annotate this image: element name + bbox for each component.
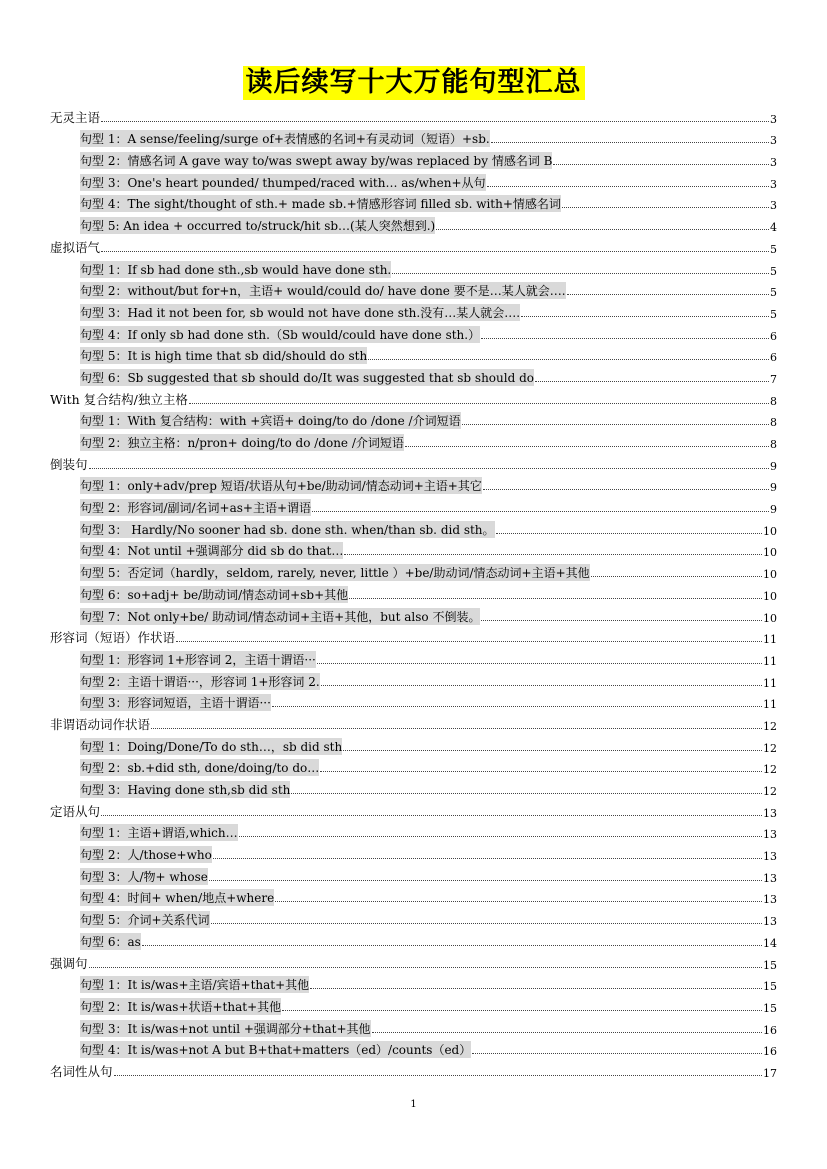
- toc-section-entry[interactable]: [50, 950, 777, 972]
- toc-leader-dots: [101, 121, 769, 122]
- toc-leader-dots: [535, 381, 769, 382]
- toc-section-entry[interactable]: [50, 386, 777, 408]
- toc-leader-dots: [209, 880, 762, 881]
- toc-leader-dots: [321, 685, 762, 686]
- toc-entry-text: 句型 5：It is high time that sb did/should do sth: [80, 349, 368, 364]
- toc-subentry[interactable]: [50, 169, 777, 191]
- toc-entry-text: 句型 1：With 复合结构：with +宾语+ doing/to do /done /介词短语: [80, 414, 461, 429]
- toc-leader-dots: [349, 598, 762, 599]
- toc-page-number: 13: [763, 828, 777, 842]
- toc-subentry[interactable]: [50, 343, 777, 365]
- toc-entry-text: 句型 4：The sight/thought of sth.+ made sb.+情感形容词 filled sb. with+情感名词: [80, 197, 561, 212]
- toc-leader-dots: [213, 858, 762, 859]
- toc-subentry[interactable]: [50, 993, 777, 1015]
- toc-subentry[interactable]: [50, 299, 777, 321]
- toc-page-number: 9: [770, 503, 777, 517]
- toc-subentry[interactable]: [50, 1037, 777, 1059]
- toc-subentry[interactable]: [50, 212, 777, 234]
- toc-entry-text: 定语从句: [50, 803, 101, 819]
- toc-page-number: 10: [763, 589, 777, 603]
- toc-page-number: 17: [763, 1066, 777, 1080]
- toc-subentry[interactable]: [50, 972, 777, 994]
- toc-entry-text: 句型 4：时间+ when/地点+where: [80, 891, 275, 906]
- toc-entry-text: 句型 1：形容词 1+形容词 2，主语十谓语···: [80, 652, 316, 667]
- toc-page-number: 3: [770, 134, 777, 148]
- toc-page-number: 5: [770, 264, 777, 278]
- toc-subentry[interactable]: [50, 408, 777, 430]
- toc-page-number: 3: [770, 199, 777, 213]
- toc-entry-text: 句型 6：Sb suggested that sb should do/It was suggested that sb should do: [80, 370, 534, 385]
- toc-leader-dots: [481, 338, 769, 339]
- toc-page-number: 11: [763, 633, 777, 647]
- toc-subentry[interactable]: [50, 321, 777, 343]
- toc-page-number: 8: [770, 438, 777, 451]
- toc-section-entry[interactable]: [50, 451, 777, 473]
- toc-subentry[interactable]: [50, 516, 777, 538]
- toc-leader-dots: [405, 446, 769, 447]
- toc-entry-text: 强调句: [50, 955, 88, 971]
- toc-leader-dots: [567, 294, 769, 295]
- toc-entry-text: 句型 3：人/物+ whose: [80, 869, 208, 884]
- toc-leader-dots: [89, 967, 762, 968]
- toc-leader-dots: [472, 1053, 762, 1054]
- page-number: 1: [410, 1099, 417, 1110]
- toc-subentry[interactable]: [50, 256, 777, 278]
- toc-page-number: 4: [770, 221, 777, 235]
- toc-entry-text: 句型 5：介词+关系代词: [80, 913, 210, 928]
- toc-leader-dots: [496, 533, 762, 534]
- toc-leader-dots: [89, 468, 769, 469]
- toc-page-number: 12: [763, 763, 777, 777]
- toc-leader-dots: [211, 923, 762, 924]
- toc-subentry[interactable]: [50, 776, 777, 798]
- toc-subentry[interactable]: [50, 928, 777, 950]
- toc-entry-text: 句型 5：否定词（hardly，seldom, rarely, never, little ）+be/助动词/情态动词+主语+其他: [80, 566, 590, 581]
- toc-subentry[interactable]: [50, 863, 777, 885]
- toc-entry-text: 句型 2：人/those+who: [80, 848, 212, 863]
- toc-entry-text: 句型 3：It is/was+not until +强调部分+that+其他: [80, 1021, 371, 1036]
- toc-subentry[interactable]: [50, 364, 777, 386]
- toc-leader-dots: [553, 164, 769, 165]
- toc-leader-dots: [317, 663, 762, 664]
- toc-page-number: 13: [763, 893, 777, 907]
- toc-page-number: 13: [763, 915, 777, 929]
- toc-subentry[interactable]: [50, 581, 777, 603]
- toc-page-number: 13: [763, 871, 777, 885]
- toc-page-number: 8: [770, 394, 777, 408]
- toc-page-number: 8: [770, 416, 777, 430]
- toc-entry-text: With 复合结构/独立主格: [50, 391, 188, 407]
- toc-subentry[interactable]: [50, 841, 777, 863]
- toc-subentry[interactable]: [50, 733, 777, 755]
- toc-section-entry[interactable]: [50, 234, 777, 256]
- toc-subentry[interactable]: [50, 126, 777, 148]
- toc-page-number: 12: [763, 719, 777, 733]
- toc-leader-dots: [372, 1032, 762, 1033]
- toc-subentry[interactable]: [50, 559, 777, 581]
- toc-page-number: 6: [770, 351, 777, 365]
- toc-leader-dots: [436, 229, 769, 230]
- toc-subentry[interactable]: [50, 646, 777, 668]
- toc-page-number: 3: [770, 112, 777, 126]
- toc-subentry[interactable]: [50, 429, 777, 451]
- toc-subentry[interactable]: [50, 690, 777, 712]
- toc-section-entry[interactable]: [50, 1058, 777, 1080]
- toc-subentry[interactable]: [50, 1015, 777, 1037]
- toc-section-entry[interactable]: [50, 798, 777, 820]
- toc-entry-text: 句型 2：without/but for+n，主语+ would/could do/ have done 要不是…某人就会….: [80, 284, 566, 299]
- toc-entry-text: 句型 1：only+adv/prep 短语/状语从句+be/助动词/情态动词+主语+其它: [80, 479, 482, 494]
- toc-entry-text: 虚拟语气: [50, 239, 101, 255]
- toc-page-number: 9: [770, 481, 777, 495]
- toc-entry-text: 句型 2：形容词/副词/名词+as+主语+谓语: [80, 501, 312, 516]
- toc-entry-text: 倒装句: [50, 456, 88, 472]
- toc-leader-dots: [142, 945, 762, 946]
- toc-leader-dots: [481, 620, 762, 621]
- toc-subentry[interactable]: [50, 494, 777, 516]
- toc-subentry[interactable]: [50, 820, 777, 842]
- toc-entry-text: 形容词（短语）作状语: [50, 630, 176, 646]
- toc-leader-dots: [343, 750, 762, 751]
- toc-page-number: 12: [763, 741, 777, 755]
- toc-entry-text: 句型 1：A sense/feeling/surge of+表情感的名词+有灵动词（短语）+sb.: [80, 132, 490, 147]
- toc-entry-text: 句型 1：Doing/Done/To do sth…，sb did sth: [80, 739, 343, 754]
- toc-leader-dots: [239, 836, 762, 837]
- toc-leader-dots: [483, 489, 769, 490]
- toc-page-number: 5: [770, 242, 777, 256]
- toc-entry-text: 名词性从句: [50, 1063, 113, 1079]
- toc-leader-dots: [189, 403, 769, 404]
- toc-entry-text: 句型 4：It is/was+not A but B+that+matters（ed）/counts（ed）: [80, 1043, 472, 1058]
- toc-leader-dots: [487, 186, 769, 187]
- toc-entry-text: 句型 3：Had it not been for, sb would not have done sth.没有…某人就会….: [80, 305, 521, 320]
- title-wrapper: [0, 66, 827, 100]
- toc-leader-dots: [275, 901, 762, 902]
- toc-subentry[interactable]: [50, 147, 777, 169]
- toc-section-entry[interactable]: [50, 711, 777, 733]
- toc-entry-text: 句型 1：If sb had done sth.,sb would have done sth.: [80, 262, 392, 277]
- toc-leader-dots: [521, 316, 769, 317]
- toc-subentry[interactable]: [50, 473, 777, 495]
- toc-entry-text: 句型 3：Having done sth,sb did sth: [80, 783, 291, 797]
- toc-entry-text: 句型 3： Hardly/No sooner had sb. done sth. when/than sb. did sth。: [80, 522, 495, 537]
- toc-page-number: 3: [770, 177, 777, 191]
- page-title: 读后续写十大万能句型汇总: [243, 66, 585, 100]
- toc-page-number: 10: [763, 611, 777, 625]
- toc-leader-dots: [562, 207, 769, 208]
- toc-leader-dots: [462, 424, 769, 425]
- toc-page-number: 12: [763, 785, 777, 798]
- toc-subentry[interactable]: [50, 191, 777, 213]
- toc-subentry[interactable]: [50, 755, 777, 777]
- toc-leader-dots: [392, 273, 769, 274]
- toc-entry-text: 句型 3：One's heart pounded/ thumped/raced with… as/when+从句: [80, 175, 486, 190]
- toc-leader-dots: [320, 771, 762, 772]
- toc-page-number: 16: [763, 1045, 777, 1059]
- toc-page-number: 13: [763, 806, 777, 820]
- table-of-contents: [50, 104, 777, 1080]
- toc-entry-text: 句型 1：It is/was+主语/宾语+that+其他: [80, 978, 310, 993]
- toc-page-number: 5: [770, 307, 777, 321]
- toc-leader-dots: [344, 554, 762, 555]
- toc-page-number: 3: [770, 156, 777, 170]
- toc-entry-text: 句型 4：Not until +强调部分 did sb do that…: [80, 544, 344, 559]
- toc-page-number: 9: [770, 459, 777, 473]
- toc-page-number: 11: [763, 698, 777, 712]
- toc-page-number: 15: [763, 958, 777, 972]
- toc-subentry[interactable]: [50, 668, 777, 690]
- toc-subentry[interactable]: [50, 906, 777, 928]
- toc-entry-text: 句型 6：as: [80, 934, 141, 949]
- toc-leader-dots: [310, 988, 762, 989]
- toc-leader-dots: [312, 511, 769, 512]
- toc-entry-text: 句型 3：形容词短语，主语十谓语···: [80, 696, 271, 711]
- toc-subentry[interactable]: [50, 278, 777, 300]
- toc-leader-dots: [101, 251, 769, 252]
- toc-page-number: 13: [763, 850, 777, 864]
- toc-entry-text: 句型 7：Not only+be/ 助动词/情态动词+主语+其他，but also 不倒装。: [80, 609, 481, 624]
- toc-leader-dots: [151, 728, 762, 729]
- toc-entry-text: 句型 6：so+adj+ be/助动词/情态动词+sb+其他: [80, 587, 349, 602]
- toc-subentry[interactable]: [50, 538, 777, 560]
- toc-page-number: 10: [763, 568, 777, 582]
- toc-page-number: 6: [770, 329, 777, 343]
- toc-entry-text: 句型 5: An idea + occurred to/struck/hit sb…(某人突然想到.): [80, 219, 436, 234]
- toc-entry-text: 句型 2：It is/was+状语+that+其他: [80, 999, 282, 1014]
- toc-leader-dots: [101, 815, 762, 816]
- toc-page-number: 15: [763, 1001, 777, 1015]
- toc-page-number: 10: [763, 524, 777, 538]
- toc-leader-dots: [176, 641, 762, 642]
- toc-leader-dots: [368, 359, 769, 360]
- toc-section-entry[interactable]: [50, 104, 777, 126]
- toc-page-number: 11: [763, 676, 777, 690]
- toc-leader-dots: [591, 576, 762, 577]
- toc-leader-dots: [291, 793, 762, 794]
- toc-page-number: 5: [770, 286, 777, 300]
- toc-entry-text: 无灵主语: [50, 109, 101, 125]
- toc-page-number: 7: [770, 372, 777, 386]
- toc-subentry[interactable]: [50, 603, 777, 625]
- toc-page-number: 11: [763, 654, 777, 668]
- toc-entry-text: 非谓语动词作状语: [50, 716, 151, 732]
- toc-entry-text: 句型 4：If only sb had done sth.（Sb would/could have done sth.）: [80, 327, 481, 342]
- toc-entry-text: 句型 2：情感名词 A gave way to/was swept away by/was replaced by 情感名词 B: [80, 154, 553, 169]
- toc-page-number: 14: [763, 936, 777, 950]
- toc-leader-dots: [114, 1075, 762, 1076]
- toc-leader-dots: [282, 1010, 762, 1011]
- toc-leader-dots: [272, 706, 762, 707]
- toc-leader-dots: [491, 142, 769, 143]
- toc-entry-text: 句型 2：主语十谓语···，形容词 1+形容词 2.: [80, 674, 320, 689]
- toc-entry-text: 句型 2：独立主格：n/pron+ doing/to do /done /介词短语: [80, 436, 404, 450]
- toc-page-number: 15: [763, 980, 777, 994]
- toc-entry-text: 句型 1：主语+谓语,which…: [80, 826, 238, 841]
- toc-entry-text: 句型 2：sb.+did sth, done/doing/to do…: [80, 761, 320, 776]
- toc-subentry[interactable]: [50, 885, 777, 907]
- toc-page-number: 16: [763, 1023, 777, 1037]
- toc-page-number: 10: [763, 546, 777, 560]
- toc-section-entry[interactable]: [50, 625, 777, 647]
